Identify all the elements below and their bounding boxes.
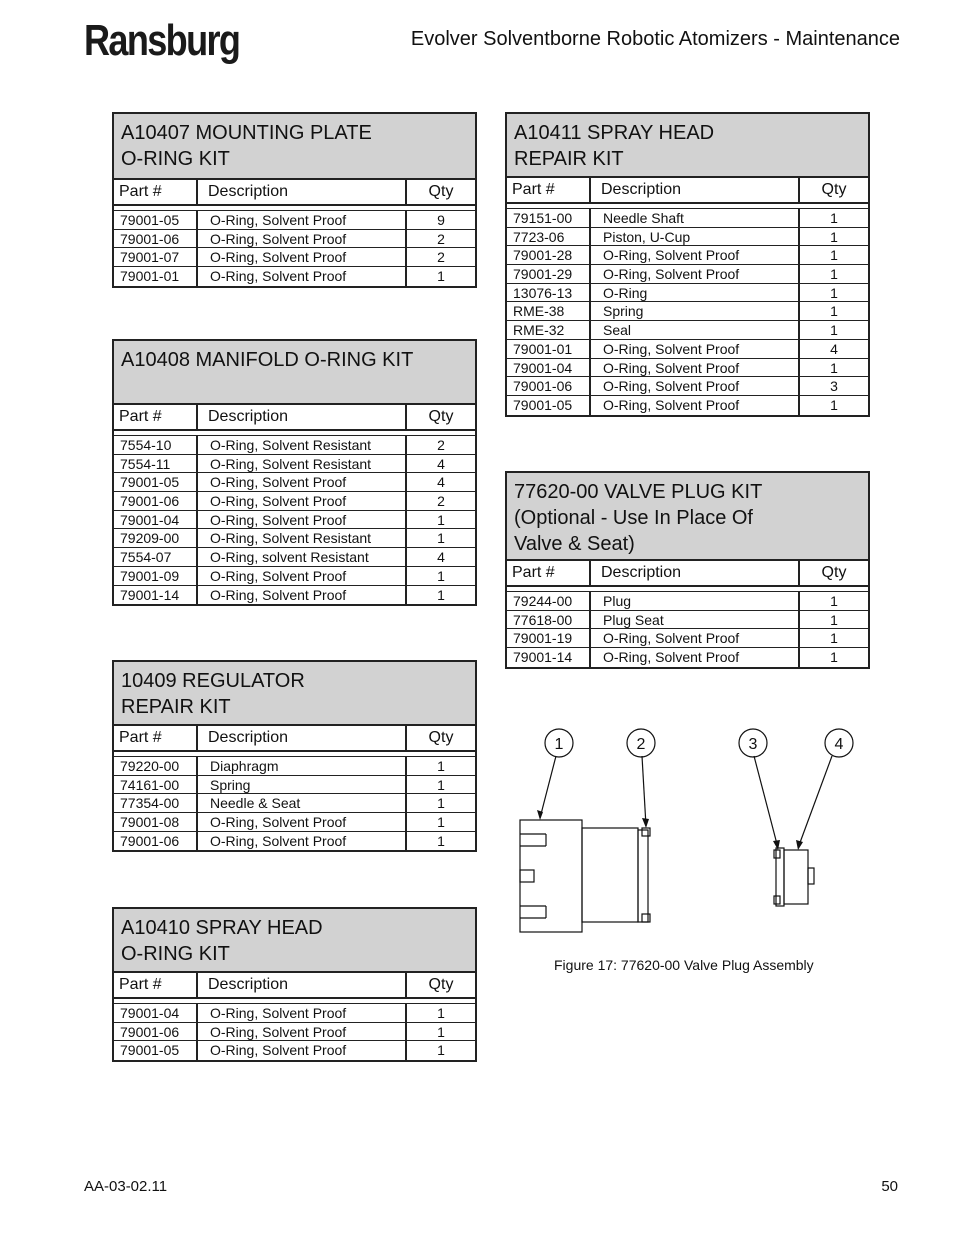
kit-table-a10410 bbox=[112, 907, 477, 1062]
description: O-Ring, Solvent Resistant bbox=[198, 529, 407, 547]
description: O-Ring, Solvent Proof bbox=[198, 511, 407, 529]
part-number: 7554-11 bbox=[114, 455, 198, 473]
description: Plug bbox=[591, 592, 800, 610]
table-row bbox=[114, 473, 475, 492]
table-row bbox=[507, 592, 868, 611]
quantity: 1 bbox=[830, 303, 838, 320]
part-number: 79001-06 bbox=[114, 230, 198, 248]
table-row bbox=[507, 284, 868, 303]
quantity: 1 bbox=[437, 1023, 445, 1040]
column-header-description: Description bbox=[198, 180, 407, 204]
column-header-qty: Qty bbox=[428, 408, 454, 425]
table-row bbox=[507, 611, 868, 630]
description: Needle Shaft bbox=[591, 209, 800, 227]
table-row bbox=[114, 1041, 475, 1060]
table-row bbox=[114, 813, 475, 832]
quantity: 1 bbox=[437, 832, 445, 849]
table-row bbox=[114, 776, 475, 795]
kit-column-header bbox=[114, 405, 475, 431]
part-number: 79001-06 bbox=[507, 377, 591, 395]
part-number: 79001-05 bbox=[114, 473, 198, 491]
table-row bbox=[507, 209, 868, 228]
callout-3: 3 bbox=[748, 736, 758, 753]
description: O-Ring, Solvent Proof bbox=[591, 265, 800, 283]
quantity: 1 bbox=[830, 266, 838, 283]
part-number: 79220-00 bbox=[114, 757, 198, 775]
part-number: 79001-08 bbox=[114, 813, 198, 831]
part-number: 79001-06 bbox=[114, 492, 198, 510]
table-row bbox=[507, 629, 868, 648]
column-header-part: Part # bbox=[114, 973, 198, 997]
column-header-part: Part # bbox=[507, 178, 591, 202]
table-row bbox=[507, 228, 868, 247]
part-number: 79001-04 bbox=[114, 1004, 198, 1022]
kit-column-header bbox=[114, 973, 475, 999]
column-header-description: Description bbox=[591, 561, 800, 585]
column-header-qty: Qty bbox=[428, 183, 454, 200]
part-number: 79001-06 bbox=[114, 1023, 198, 1041]
description: O-Ring, Solvent Proof bbox=[198, 492, 407, 510]
description: O-Ring, Solvent Proof bbox=[198, 473, 407, 491]
quantity: 4 bbox=[437, 549, 445, 566]
table-row bbox=[114, 1023, 475, 1042]
table-row bbox=[114, 567, 475, 586]
document-title: Evolver Solventborne Robotic Atomizers - Maintenance bbox=[410, 28, 900, 50]
ransburg-logo: Ransburg bbox=[84, 16, 240, 65]
table-row bbox=[114, 757, 475, 776]
table-row bbox=[114, 548, 475, 567]
quantity: 1 bbox=[437, 511, 445, 528]
o-ring-2 bbox=[642, 828, 650, 836]
description: O-Ring, solvent Resistant bbox=[198, 548, 407, 566]
table-row bbox=[114, 586, 475, 605]
kit-column-header bbox=[114, 180, 475, 206]
quantity: 3 bbox=[830, 378, 838, 395]
quantity: 2 bbox=[437, 249, 445, 266]
part-number: 79001-01 bbox=[114, 267, 198, 286]
part-number: RME-32 bbox=[507, 321, 591, 339]
description: O-Ring, Solvent Proof bbox=[198, 248, 407, 266]
quantity: 9 bbox=[437, 212, 445, 228]
valve-plug-assembly-figure bbox=[512, 724, 872, 944]
description: O-Ring, Solvent Proof bbox=[198, 1004, 407, 1022]
description: O-Ring, Solvent Proof bbox=[591, 396, 800, 415]
column-header-part: Part # bbox=[114, 405, 198, 429]
part-number: 79151-00 bbox=[507, 209, 591, 227]
quantity: 1 bbox=[830, 228, 838, 245]
quantity: 4 bbox=[437, 455, 445, 472]
o-ring-3 bbox=[774, 850, 780, 858]
description: O-Ring, Solvent Proof bbox=[591, 359, 800, 377]
document-id: AA-03-02.11 bbox=[84, 1178, 168, 1195]
table-row bbox=[507, 246, 868, 265]
quantity: 1 bbox=[830, 284, 838, 301]
quantity: 1 bbox=[437, 268, 445, 285]
kit-table-a10407 bbox=[112, 112, 477, 288]
quantity: 2 bbox=[437, 230, 445, 247]
column-header-description: Description bbox=[198, 726, 407, 750]
table-row bbox=[114, 492, 475, 511]
part-number: 77618-00 bbox=[507, 611, 591, 629]
callout-4: 4 bbox=[834, 736, 844, 753]
description: O-Ring, Solvent Resistant bbox=[198, 455, 407, 473]
part-number: 79001-05 bbox=[507, 396, 591, 415]
column-header-qty: Qty bbox=[428, 976, 454, 993]
description: O-Ring bbox=[591, 284, 800, 302]
description: Diaphragm bbox=[198, 757, 407, 775]
description: Spring bbox=[591, 302, 800, 320]
part-number: 79001-28 bbox=[507, 246, 591, 264]
kit-title: A10408 MANIFOLD O-RING KIT bbox=[114, 341, 475, 405]
column-header-description: Description bbox=[198, 973, 407, 997]
part-number: 79001-14 bbox=[114, 586, 198, 605]
kit-column-header bbox=[507, 561, 868, 587]
part-number: 79001-01 bbox=[507, 340, 591, 358]
part-number: 74161-00 bbox=[114, 776, 198, 794]
column-header-qty: Qty bbox=[821, 181, 847, 198]
quantity: 1 bbox=[437, 567, 445, 584]
description: Needle & Seat bbox=[198, 794, 407, 812]
table-row bbox=[507, 648, 868, 667]
part-number: 79244-00 bbox=[507, 592, 591, 610]
description: Spring bbox=[198, 776, 407, 794]
quantity: 1 bbox=[830, 630, 838, 647]
column-header-qty: Qty bbox=[428, 729, 454, 746]
quantity: 1 bbox=[437, 1005, 445, 1021]
table-row bbox=[507, 359, 868, 378]
description: O-Ring, Solvent Proof bbox=[198, 586, 407, 605]
kit-table-a10408 bbox=[112, 339, 477, 606]
column-header-part: Part # bbox=[114, 726, 198, 750]
quantity: 2 bbox=[437, 493, 445, 510]
quantity: 1 bbox=[830, 611, 838, 628]
quantity: 1 bbox=[437, 1042, 445, 1059]
table-row bbox=[507, 396, 868, 415]
table-row bbox=[114, 267, 475, 286]
description: O-Ring, Solvent Proof bbox=[198, 813, 407, 831]
table-row bbox=[114, 211, 475, 230]
quantity: 4 bbox=[437, 474, 445, 491]
quantity: 2 bbox=[437, 437, 445, 453]
description: O-Ring, Solvent Proof bbox=[591, 340, 800, 358]
part-number: 79001-07 bbox=[114, 248, 198, 266]
kit-title: A10411 SPRAY HEAD REPAIR KIT bbox=[507, 114, 868, 178]
part-number: 7554-10 bbox=[114, 436, 198, 454]
table-row bbox=[507, 340, 868, 359]
page-number: 50 bbox=[881, 1178, 898, 1195]
description: Seal bbox=[591, 321, 800, 339]
kit-column-header bbox=[507, 178, 868, 204]
kit-table-77620 bbox=[505, 471, 870, 669]
quantity: 1 bbox=[830, 396, 838, 413]
plug-part-right bbox=[784, 850, 808, 904]
quantity: 4 bbox=[830, 340, 838, 357]
table-row bbox=[114, 248, 475, 267]
description: O-Ring, Solvent Resistant bbox=[198, 436, 407, 454]
column-header-description: Description bbox=[198, 405, 407, 429]
description: O-Ring, Solvent Proof bbox=[198, 832, 407, 851]
table-row bbox=[114, 230, 475, 249]
table-row bbox=[114, 455, 475, 474]
description: O-Ring, Solvent Proof bbox=[591, 377, 800, 395]
table-row bbox=[507, 302, 868, 321]
part-number: 79001-04 bbox=[114, 511, 198, 529]
kit-title: A10407 MOUNTING PLATE O-RING KIT bbox=[114, 114, 475, 180]
table-row bbox=[114, 832, 475, 851]
part-number: 79001-05 bbox=[114, 1041, 198, 1060]
quantity: 1 bbox=[830, 649, 838, 666]
quantity: 1 bbox=[437, 758, 445, 774]
description: O-Ring, Solvent Proof bbox=[591, 648, 800, 667]
column-header-part: Part # bbox=[507, 561, 591, 585]
column-header-part: Part # bbox=[114, 180, 198, 204]
description: Plug Seat bbox=[591, 611, 800, 629]
table-row bbox=[507, 377, 868, 396]
quantity: 1 bbox=[830, 593, 838, 609]
part-number: 79209-00 bbox=[114, 529, 198, 547]
part-number: 79001-04 bbox=[507, 359, 591, 377]
description: Piston, U-Cup bbox=[591, 228, 800, 246]
quantity: 1 bbox=[437, 586, 445, 603]
table-row bbox=[114, 511, 475, 530]
quantity: 1 bbox=[830, 359, 838, 376]
quantity: 1 bbox=[437, 814, 445, 831]
table-row bbox=[114, 436, 475, 455]
quantity: 1 bbox=[437, 530, 445, 547]
part-number: 79001-14 bbox=[507, 648, 591, 667]
part-number: 79001-05 bbox=[114, 211, 198, 229]
column-header-description: Description bbox=[591, 178, 800, 202]
quantity: 1 bbox=[437, 776, 445, 793]
figure-caption: Figure 17: 77620-00 Valve Plug Assembly bbox=[554, 957, 814, 973]
kit-title: 77620-00 VALVE PLUG KIT (Optional - Use In Place Of Valve & Seat) bbox=[507, 473, 868, 561]
description: O-Ring, Solvent Proof bbox=[591, 629, 800, 647]
description: O-Ring, Solvent Proof bbox=[198, 1023, 407, 1041]
description: O-Ring, Solvent Proof bbox=[198, 567, 407, 585]
kit-column-header bbox=[114, 726, 475, 752]
table-row bbox=[507, 265, 868, 284]
quantity: 1 bbox=[830, 322, 838, 339]
part-number: 79001-09 bbox=[114, 567, 198, 585]
part-number: 7723-06 bbox=[507, 228, 591, 246]
description: O-Ring, Solvent Proof bbox=[198, 267, 407, 286]
part-number: 77354-00 bbox=[114, 794, 198, 812]
table-row bbox=[507, 321, 868, 340]
table-row bbox=[114, 794, 475, 813]
part-number: RME-38 bbox=[507, 302, 591, 320]
plug-body-left bbox=[520, 820, 582, 932]
kit-table-10409 bbox=[112, 660, 477, 852]
kit-title: A10410 SPRAY HEAD O-RING KIT bbox=[114, 909, 475, 973]
description: O-Ring, Solvent Proof bbox=[198, 230, 407, 248]
callout-1: 1 bbox=[554, 736, 564, 753]
part-number: 79001-06 bbox=[114, 832, 198, 851]
kit-table-a10411 bbox=[505, 112, 870, 417]
description: O-Ring, Solvent Proof bbox=[198, 1041, 407, 1060]
quantity: 1 bbox=[437, 795, 445, 812]
plug-seat-part bbox=[582, 828, 638, 922]
part-number: 13076-13 bbox=[507, 284, 591, 302]
quantity: 1 bbox=[830, 210, 838, 226]
part-number: 79001-29 bbox=[507, 265, 591, 283]
description: O-Ring, Solvent Proof bbox=[198, 211, 407, 229]
column-header-qty: Qty bbox=[821, 564, 847, 581]
part-number: 79001-19 bbox=[507, 629, 591, 647]
callout-2: 2 bbox=[636, 736, 646, 753]
kit-title: 10409 REGULATOR REPAIR KIT bbox=[114, 662, 475, 726]
table-row bbox=[114, 1004, 475, 1023]
quantity: 1 bbox=[830, 247, 838, 264]
description: O-Ring, Solvent Proof bbox=[591, 246, 800, 264]
part-number: 7554-07 bbox=[114, 548, 198, 566]
table-row bbox=[114, 529, 475, 548]
